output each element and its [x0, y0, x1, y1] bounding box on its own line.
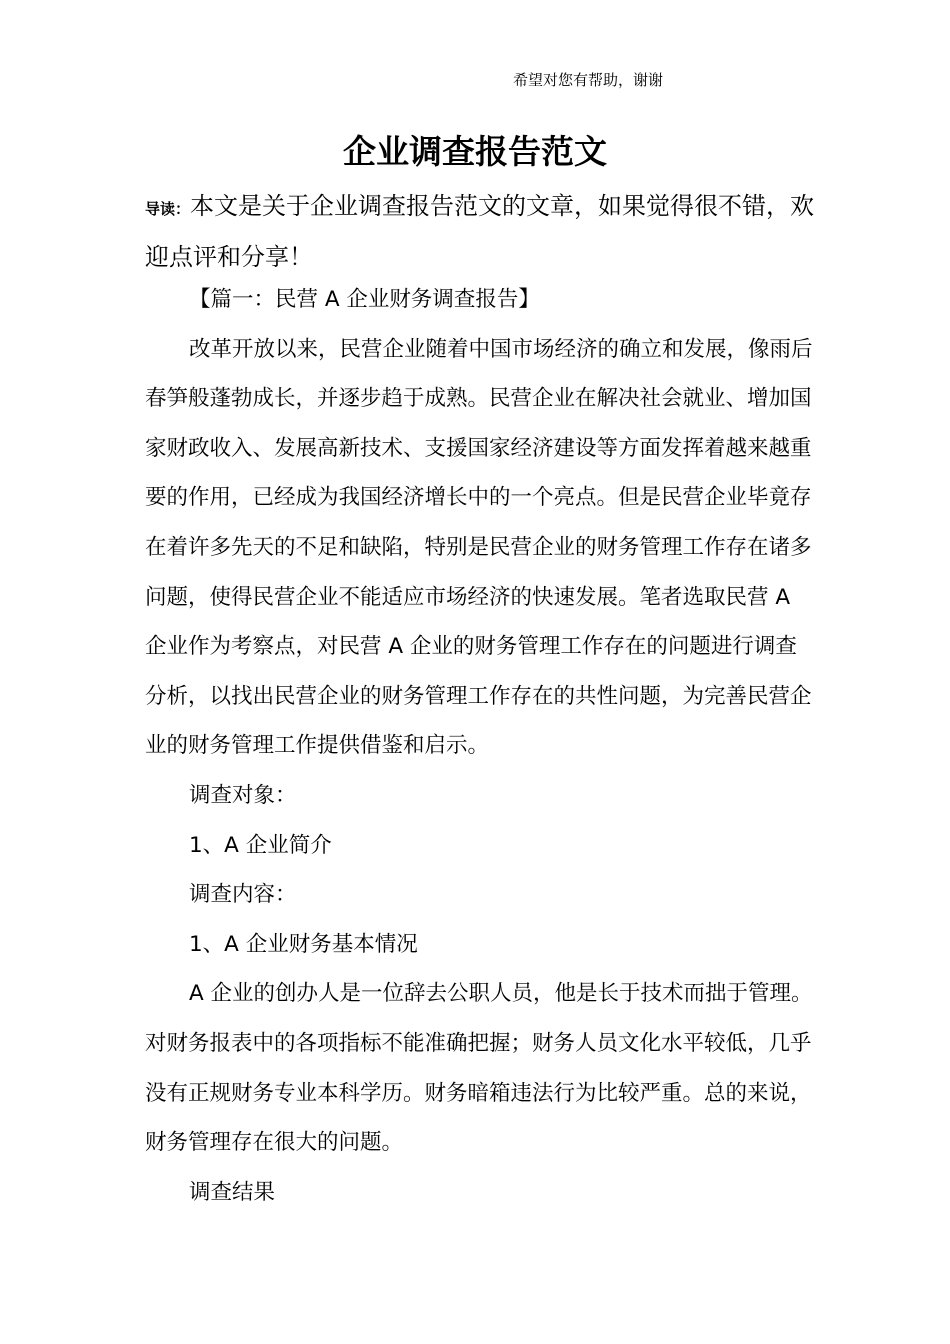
- subheading-survey-result: 调查结果: [189, 1179, 276, 1205]
- subheading-survey-content: 调查内容：: [189, 882, 297, 908]
- header-note: 希望对您有帮助，谢谢: [513, 71, 664, 89]
- body-paragraph: 改革开放以来，民营企业随着中国市场经济的确立和发展，像雨后春笋般蓬勃成长，并逐步趋于成熟。民营企业在解决社会就业、增加国家财政收入、发展高新技术、支援国家经济建设等方面发挥着越来越重要的作用，已经成为我国经济增长中的一个亮点。但是民营企业毕竟存在着许多先天的不足和缺陷，特别是民营企业的财务管理工作存在诸多问题，使得民营企业不能适应市场经济的快速发展。笔者选取民营 A 企业作为考察点，对民营 A 企业的财务管理工作存在的问题进行调查分析，以找出民营企业的财务管理工作存在的共性问题，为完善民营企业的财务管理工作提供借鉴和启示。: [145, 336, 813, 759]
- intro-label: 导读：: [145, 200, 191, 218]
- document-body: [145, 275, 815, 1217]
- subheading-survey-object: 调查对象：: [189, 782, 297, 808]
- intro-paragraph: [145, 182, 815, 281]
- intro-text: 本文是关于企业调查报告范文的文章，如果觉得很不错，欢迎点评和分享！: [145, 192, 815, 271]
- body-paragraph: A 企业的创办人是一位辞去公职人员，他是长于技术而拙于管理。对财务报表中的各项指标不能准确把握；财务人员文化水平较低，几乎没有正规财务专业本科学历。财务暗箱违法行为比较严重。总的来说，财务管理存在很大的问题。: [145, 981, 813, 1156]
- section-heading: 【篇一：民营 A 企业财务调查报告】: [189, 287, 540, 312]
- list-item: 1、A 企业简介: [189, 832, 332, 858]
- document-title: 企业调查报告范文: [343, 132, 607, 171]
- list-item: 1、A 企业财务基本情况: [189, 931, 418, 957]
